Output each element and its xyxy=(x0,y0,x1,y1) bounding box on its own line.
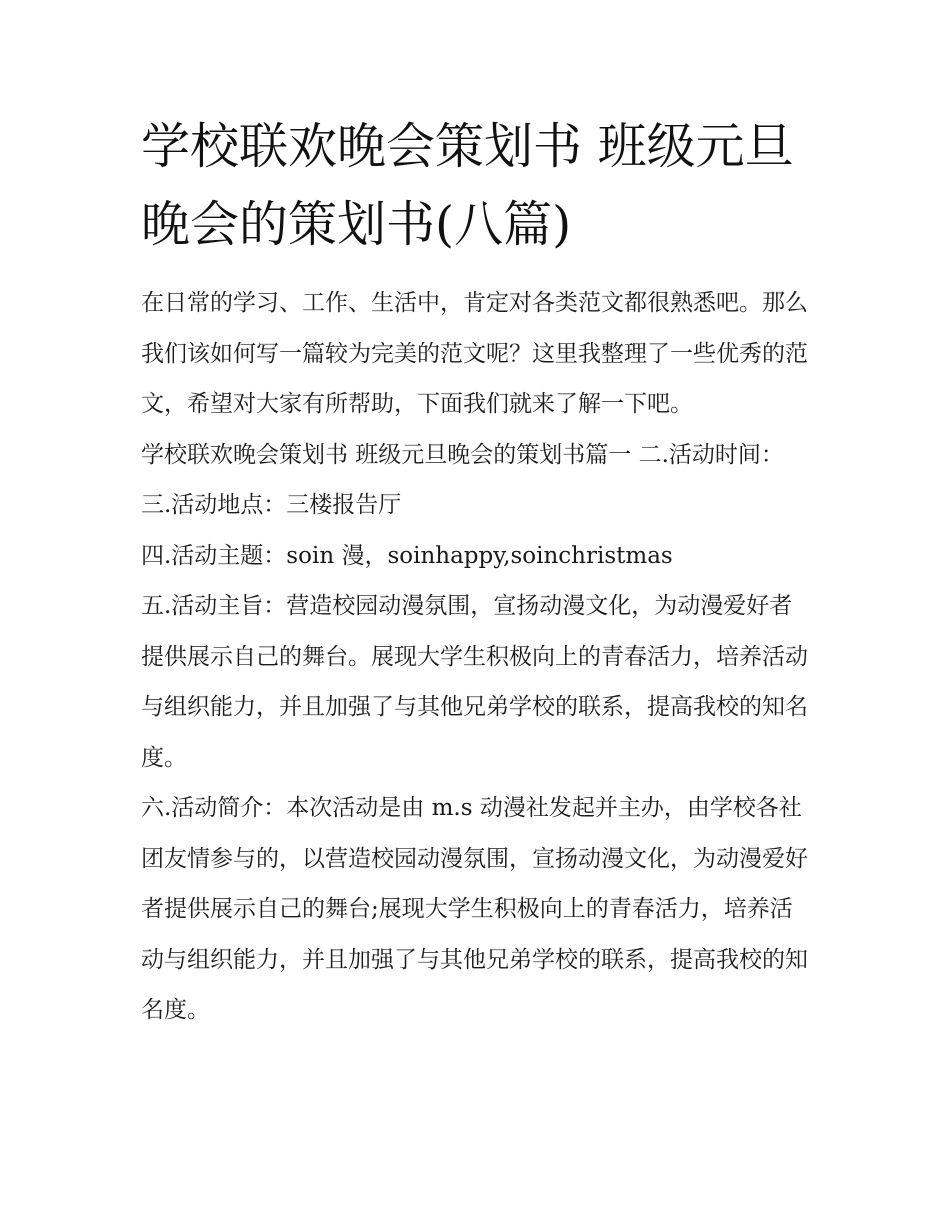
activity-intro-paragraph: 六.活动简介：本次活动是由 m.s 动漫社发起并主办，由学校各社团友情参与的，以营造校园动漫氛围，宣扬动漫文化，为动漫爱好者提供展示自己的舞台;展现大学生积极向上的青春活力，培养活动与组织能力，并且加强了与其他兄弟学校的联系，提高我校的知名度。 xyxy=(141,795,808,1023)
activity-theme-paragraph: 四.活动主题：soin 漫，soinhappy,soinchristmas xyxy=(141,542,673,569)
document-content xyxy=(141,108,813,1036)
section-heading-paragraph: 学校联欢晚会策划书 班级元旦晚会的策划书篇一 二.活动时间： 三.活动地点：三楼报告厅 xyxy=(141,441,784,518)
document-title: 学校联欢晚会策划书 班级元旦晚会的策划书(八篇) xyxy=(141,118,794,253)
intro-paragraph: 在日常的学习、工作、生活中，肯定对各类范文都很熟悉吧。那么我们该如何写一篇较为完美的范文呢？这里我整理了一些优秀的范文，希望对大家有所帮助，下面我们就来了解一下吧。 xyxy=(141,290,808,417)
activity-purpose-paragraph: 五.活动主旨：营造校园动漫氛围，宣扬动漫文化，为动漫爱好者提供展示自己的舞台。展现大学生积极向上的青春活力，培养活动与组织能力，并且加强了与其他兄弟学校的联系，提高我校的知名度。 xyxy=(141,593,808,771)
